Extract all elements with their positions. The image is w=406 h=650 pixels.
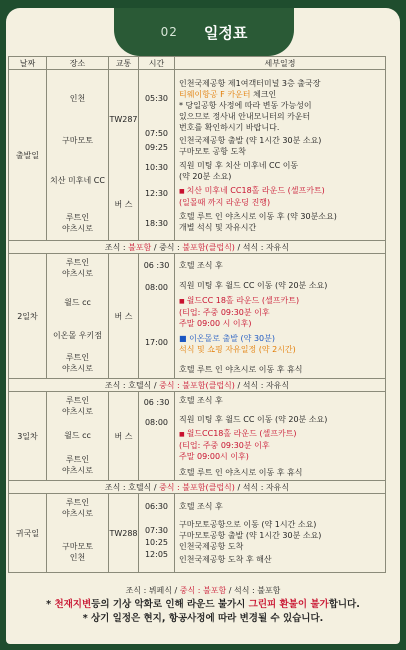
day3-times bbox=[139, 392, 175, 481]
detail-line: 인천국제공항 도착 후 해산 bbox=[179, 555, 272, 564]
day2-transport: 버 스 bbox=[109, 254, 139, 379]
detail-line: 구마모토 공항 도착 bbox=[179, 146, 246, 156]
day4-label: 귀국일 bbox=[9, 494, 47, 573]
detail-round: ■ 윌드CC18홀 라운드 (셀프카트) (티업: 주중 09:30분 이후 주말 09:00시 이후) bbox=[179, 428, 381, 462]
day4-transport: TW288 bbox=[109, 494, 139, 573]
day1-times bbox=[139, 70, 175, 241]
header-tab bbox=[114, 8, 294, 56]
schedule-table bbox=[8, 56, 386, 573]
detail-line: 인천국제공항 출발 (약 1시간 30분 소요) bbox=[179, 135, 322, 145]
day3-label: 3일차 bbox=[9, 392, 47, 481]
time: 08:00 bbox=[144, 282, 169, 292]
day4-times bbox=[139, 494, 175, 573]
place: 루트인 야츠시로 bbox=[62, 353, 93, 373]
detail-line: 인천국제공항 제1여객터미널 3층 출국장 bbox=[179, 78, 321, 88]
time: 06:30 bbox=[144, 501, 169, 511]
place: 루트인 야츠시로 bbox=[62, 455, 93, 475]
day1-transport bbox=[109, 70, 139, 241]
detail-line: 인천국제공항 도착 bbox=[179, 542, 244, 551]
place: 인천 bbox=[69, 93, 86, 103]
footer-meal: 조식 : 뷔페식 / 중식 : 불포함 / 석식 : 불포함 bbox=[125, 586, 281, 595]
day3-details bbox=[175, 392, 386, 481]
place: 이온몰 우키점 bbox=[53, 330, 102, 340]
time: 12:30 bbox=[144, 188, 169, 198]
day4-row bbox=[9, 494, 386, 573]
place: 인천 bbox=[69, 553, 86, 562]
place: 윌드 cc bbox=[64, 430, 91, 440]
page-title: 일정표 bbox=[203, 23, 248, 42]
place: 루트인 야츠시로 bbox=[62, 258, 93, 278]
time: 05:30 bbox=[144, 93, 169, 103]
day4-details bbox=[175, 494, 386, 573]
day2-row bbox=[9, 254, 386, 379]
detail-line: 직원 미팅 후 윌드 CC 이동 (약 20분 소요) bbox=[179, 280, 328, 290]
time: 18:30 bbox=[144, 218, 169, 228]
detail-line: 호텔 조식 후 bbox=[179, 395, 223, 405]
footer-disclaimer: * 상기 일정은 현지, 항공사정에 따라 변경될 수 있습니다. bbox=[82, 613, 324, 624]
day1-label: 출발일 bbox=[9, 70, 47, 241]
meal-info: 조식 : 호텔식 / 중식 : 불포함(클럽식) / 석식 : 자유식 bbox=[9, 379, 386, 392]
day2-meal-row bbox=[9, 379, 386, 392]
place: 구마모토 bbox=[62, 135, 93, 145]
col-transport: 교통 bbox=[109, 57, 139, 70]
time: 07:50 bbox=[144, 128, 169, 138]
time: 09:25 bbox=[144, 142, 169, 152]
detail-line: 직원 미팅 후 치산 미후네 CC 이동 (약 20분 소요) bbox=[179, 160, 299, 181]
day2-places bbox=[47, 254, 109, 379]
table-header-row bbox=[9, 57, 386, 70]
day3-places bbox=[47, 392, 109, 481]
day3-row bbox=[9, 392, 386, 481]
place: 루트인 야츠시로 bbox=[62, 396, 93, 416]
detail-line: 석식 및 쇼핑 자유일정 (약 2시간) bbox=[179, 344, 296, 354]
day1-places bbox=[47, 70, 109, 241]
day3-transport: 버 스 bbox=[109, 392, 139, 481]
detail-line: 호텔 조식 후 bbox=[179, 260, 223, 270]
day1-details bbox=[175, 70, 386, 241]
footer-warning: * 천재지변등의 기상 악화로 인해 라운드 불가시 그린피 환불이 불가합니다. bbox=[46, 599, 360, 610]
day1-row bbox=[9, 70, 386, 241]
detail-line: 호텔 조식 후 bbox=[179, 502, 223, 511]
meal-info: 조식 : 호텔식 / 중식 : 불포함(클럽식) / 석식 : 자유식 bbox=[9, 481, 386, 494]
day1-meal-row bbox=[9, 241, 386, 254]
time: 06 :30 bbox=[143, 397, 170, 407]
time: 10:25 bbox=[144, 537, 169, 547]
detail-note: * 당일공항 사정에 따라 변동 가능성이 있으므로 정사내 안내모니터의 카운터 번호를 확인하시기 바랍니다. bbox=[179, 100, 312, 132]
day2-times bbox=[139, 254, 175, 379]
time: 06 :30 bbox=[143, 260, 170, 270]
time: 08:00 bbox=[144, 417, 169, 427]
day2-details bbox=[175, 254, 386, 379]
time: 12:05 bbox=[144, 549, 169, 559]
detail-line: 호텔 루트 인 야츠시로 이동 후 휴식 bbox=[179, 364, 303, 374]
detail-line: 티웨이항공 F 카운터 체크인 bbox=[179, 89, 277, 99]
col-time: 시간 bbox=[139, 57, 175, 70]
place: 치산 미후네 CC bbox=[50, 175, 105, 185]
time: 17:00 bbox=[144, 338, 169, 347]
meal-info: 조식 : 불포함 / 중식 : 불포함(클럽식) / 석식 : 자유식 bbox=[9, 241, 386, 254]
place: 루트인 야츠시로 bbox=[62, 498, 93, 518]
transport-bus: 버 스 bbox=[114, 199, 133, 209]
section-number: 02 bbox=[160, 25, 178, 39]
place: 루트인 야츠시로 bbox=[62, 213, 93, 233]
detail-mall: ■ 이온몰로 출발 (약 30분) bbox=[179, 333, 275, 343]
detail-line: 구마모토공항으로 이동 (약 1시간 소요) bbox=[179, 520, 317, 529]
detail-round: ■ 윌드CC 18홀 라운드 (셀프카트) (티업: 주중 09:30분 이후 주말 09:00 시 이후) bbox=[179, 295, 381, 329]
transport-flight: TW287 bbox=[109, 114, 138, 124]
detail-round: ■ 치산 미후네 CC18홀 라운드 (셀프카트) (일몰때 까지 라운딩 진행) bbox=[179, 185, 381, 208]
detail-line: 직원 미팅 후 윌드 CC 이동 (약 20분 소요) bbox=[179, 414, 328, 424]
time: 10:30 bbox=[144, 162, 169, 172]
day3-meal-row bbox=[9, 481, 386, 494]
day2-label: 2일차 bbox=[9, 254, 47, 379]
col-date: 날짜 bbox=[9, 57, 47, 70]
detail-line: 호텔 루트 인 야츠시로 이동 후 휴식 bbox=[179, 467, 303, 477]
day4-places bbox=[47, 494, 109, 573]
col-place: 장소 bbox=[47, 57, 109, 70]
place: 구마모토 bbox=[62, 542, 93, 551]
time: 07:30 bbox=[144, 526, 169, 535]
footer-notes bbox=[0, 584, 406, 626]
place: 윌드 cc bbox=[64, 297, 91, 307]
detail-line: 호텔 루트 인 야츠시로 이동 후 (약 30분소요) 개별 석식 및 자유시간 bbox=[179, 211, 337, 232]
col-detail: 세부일정 bbox=[175, 57, 386, 70]
detail-line: 구마모토공항 출발 (약 1시간 30분 소요) bbox=[179, 531, 322, 540]
